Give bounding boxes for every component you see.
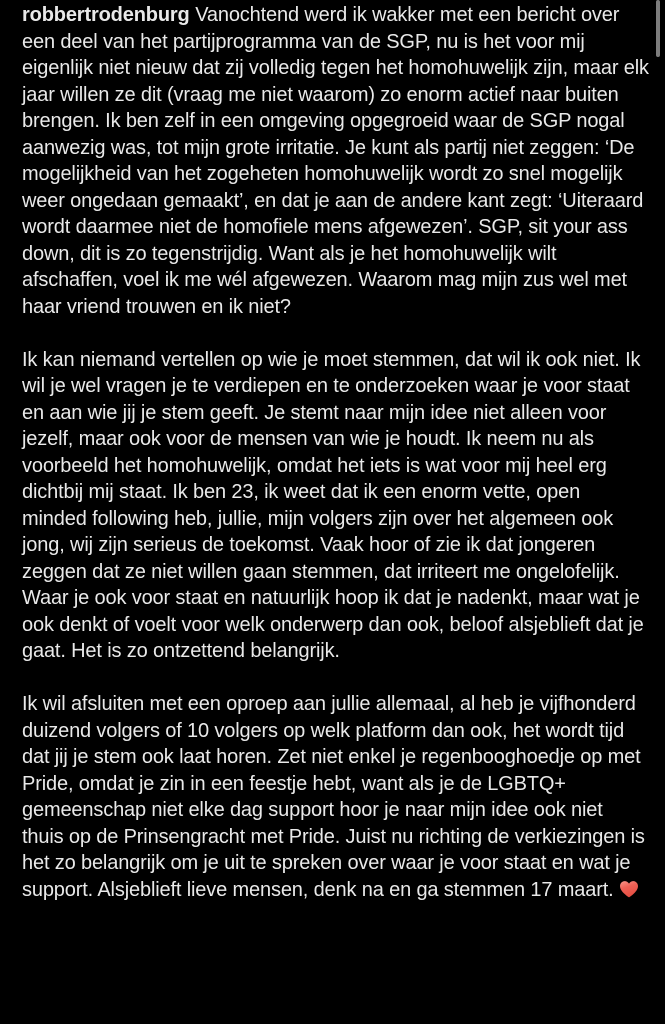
paragraph-2-text: Ik kan niemand vertellen op wie je moet stemmen, dat wil ik ook niet. Ik wil je wel vragen je te verdiepen en te onderzoeken waar je voor staat en aan wie jij je stem geeft. Je stemt naar mijn idee niet alleen voor jezelf, maar ook voor de mensen van wie je houdt. Ik neem nu als voorbeeld het homohuwelijk, omdat het iets is wat voor mij heel erg dichtbij mij staat. Ik ben 23, ik weet dat ik een enorm vette, open minded following heb, jullie, mijn volgers zijn over het algemeen ook jong, wij zijn serieus de toekomst. Vaak hoor of zie ik dat jongeren zeggen dat ze niet willen gaan stemmen, dat irriteert me ongelofelijk. Waar je ook voor staat en natuurlijk hoop ik dat je nadenkt, maar wat je ook denkt of voelt voor welk onderwerp dan ook, beloof alsjeblieft dat je gaat. Het is zo ontzettend belangrijk. [22, 348, 644, 662]
paragraph-1-text: Vanochtend werd ik wakker met een bericht over een deel van het partijprogramma van de SGP, nu is het voor mij eigenlijk niet nieuw dat zij volledig tegen het homohuwelijk zijn, maar elk jaar willen ze dit (vraag me niet waarom) zo enorm actief naar buiten brengen. Ik ben zelf in een omgeving opgegroeid waar de SGP nogal aanwezig was, tot mijn grote irritatie. Je kunt als partij niet zeggen: ‘De mogelijkheid van het zogeheten homohuwelijk wordt zo snel mogelijk weer ongedaan gemaakt’, en dat je aan de andere kant zegt: ‘Uiteraard wordt daarmee niet de homofiele mens afgewezen’. SGP, sit your ass down, dit is zo tegenstrijdig. Want als je het homohuwelijk wilt afschaffen, voel ik me wél afgewezen. Waarom mag mijn zus wel met haar vriend trouwen en ik niet? [22, 4, 649, 318]
caption-paragraph-2 [22, 347, 649, 665]
username-link[interactable]: robbertrodenburg [22, 4, 190, 26]
caption-paragraph-3 [22, 691, 649, 903]
paragraph-3-text: Ik wil afsluiten met een oproep aan jullie allemaal, al heb je vijfhonderd duizend volgers of 10 volgers op welk platform dan ook, het wordt tijd dat jij je stem ook laat horen. Zet niet enkel je regenbooghoedje op met Pride, omdat je zin in een feestje hebt, want als je de LGBTQ+ gemeenschap niet elke dag support hoor je naar mijn idee ook niet thuis op de Prinsengracht met Pride. Juist nu richting de verkiezingen is het zo belangrijk om je uit te spreken over waar je voor staat en wat je support. Alsjeblieft lieve mensen, denk na en ga stemmen 17 maart. [22, 693, 645, 901]
caption-paragraph-1 [22, 2, 649, 320]
scrollbar-thumb[interactable] [656, 0, 660, 57]
red-heart-emoji [618, 878, 640, 900]
